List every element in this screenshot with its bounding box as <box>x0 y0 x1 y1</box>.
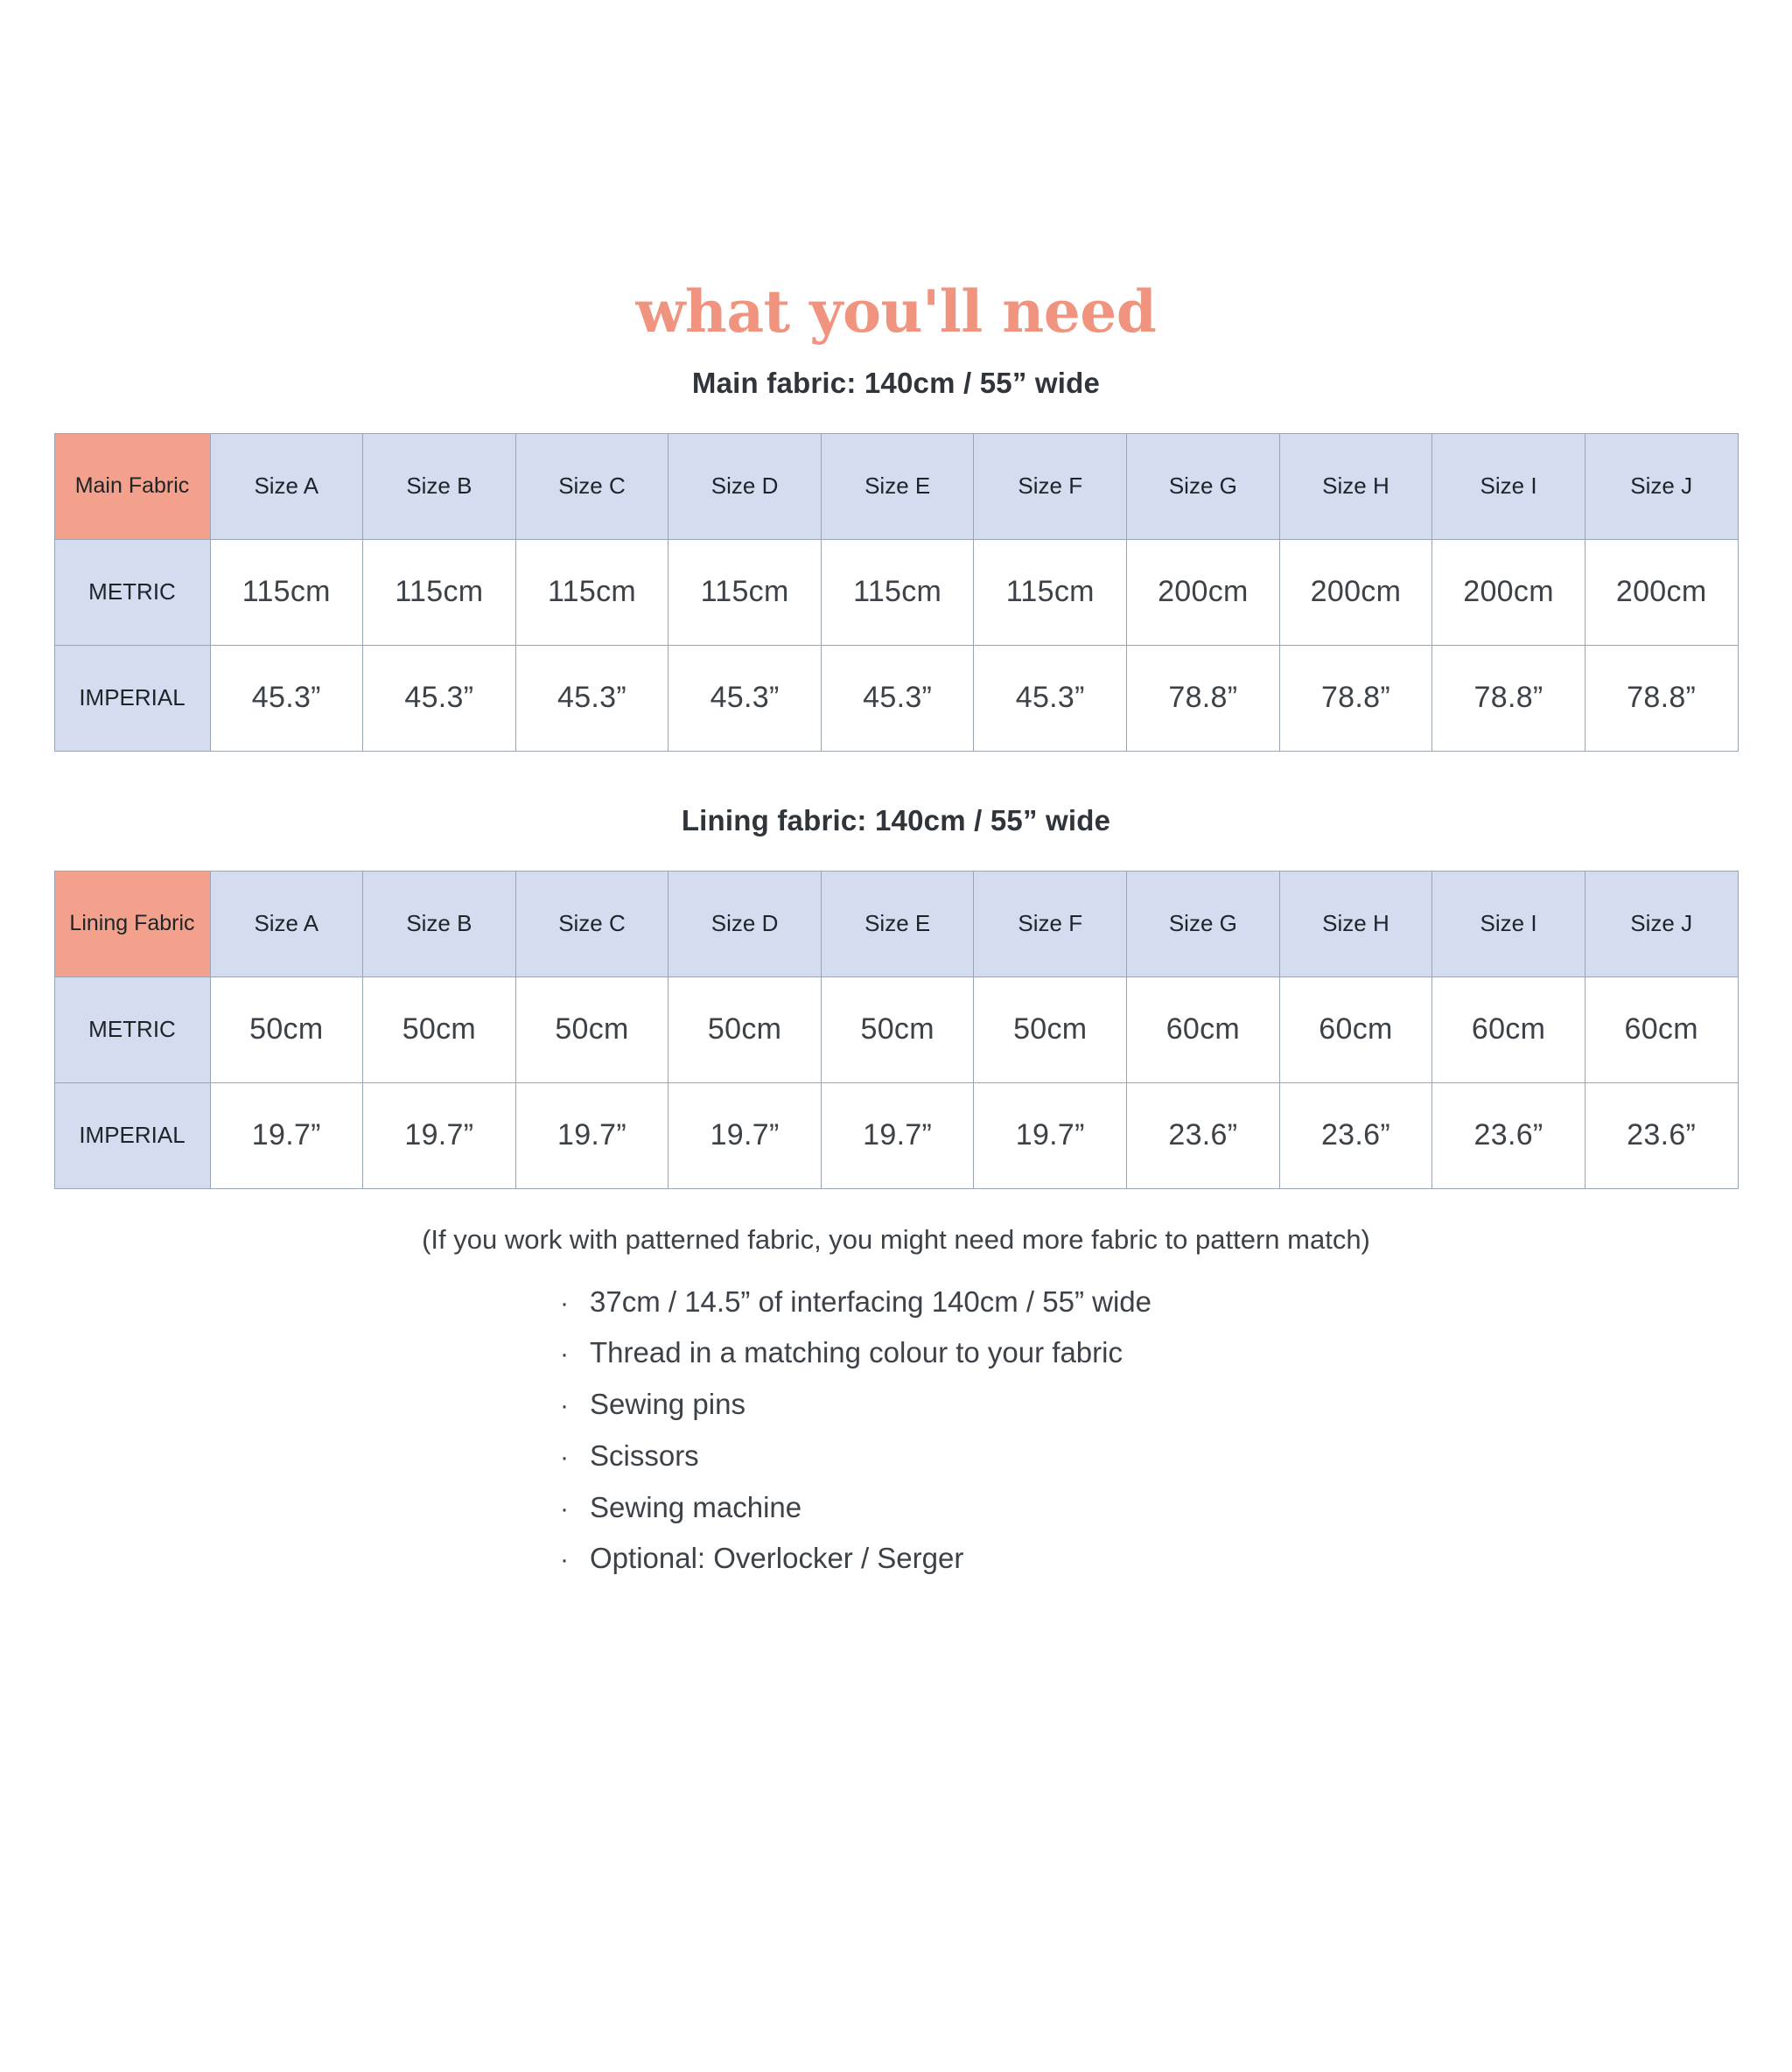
cell-lining-metric-c: 50cm <box>515 976 668 1082</box>
row-header-metric: METRIC <box>54 539 210 645</box>
cell-lining-imperial-j: 23.6” <box>1585 1082 1738 1188</box>
list-item <box>560 1431 1522 1482</box>
column-header-size-c: Size C <box>515 871 668 976</box>
cell-main-imperial-h: 78.8” <box>1279 645 1432 751</box>
column-header-size-d: Size D <box>668 871 822 976</box>
column-header-size-a: Size A <box>210 433 363 539</box>
cell-main-metric-c: 115cm <box>515 539 668 645</box>
cell-lining-metric-b: 50cm <box>363 976 516 1082</box>
bullet-marker-icon: · <box>560 1442 569 1472</box>
column-header-size-i: Size I <box>1432 433 1586 539</box>
cell-lining-metric-d: 50cm <box>668 976 822 1082</box>
cell-lining-metric-i: 60cm <box>1432 976 1586 1082</box>
cell-lining-imperial-c: 19.7” <box>515 1082 668 1188</box>
column-header-size-c: Size C <box>515 433 668 539</box>
column-header-size-b: Size B <box>363 433 516 539</box>
cell-main-metric-e: 115cm <box>821 539 974 645</box>
pattern-match-note: (If you work with patterned fabric, you might need more fabric to pattern match) <box>422 1223 1370 1255</box>
list-item-label: Optional: Overlocker / Serger <box>590 1542 964 1575</box>
cell-main-imperial-a: 45.3” <box>210 645 363 751</box>
cell-main-imperial-b: 45.3” <box>363 645 516 751</box>
column-header-size-f: Size F <box>974 871 1127 976</box>
column-header-size-h: Size H <box>1279 871 1432 976</box>
lining-fabric-table-wrap <box>54 871 1739 1189</box>
list-item <box>560 1327 1522 1379</box>
list-item <box>560 1482 1522 1534</box>
list-item-label: Sewing pins <box>590 1388 746 1421</box>
column-header-size-d: Size D <box>668 433 822 539</box>
column-header-size-h: Size H <box>1279 433 1432 539</box>
column-header-size-e: Size E <box>821 433 974 539</box>
cell-main-metric-g: 200cm <box>1127 539 1280 645</box>
table-row <box>54 539 1738 645</box>
cell-main-metric-i: 200cm <box>1432 539 1586 645</box>
cell-lining-metric-j: 60cm <box>1585 976 1738 1082</box>
column-header-size-e: Size E <box>821 871 974 976</box>
cell-main-metric-d: 115cm <box>668 539 822 645</box>
list-item <box>560 1379 1522 1431</box>
cell-main-imperial-i: 78.8” <box>1432 645 1586 751</box>
main-fabric-corner-label: Main Fabric <box>54 433 210 539</box>
list-item <box>560 1533 1522 1585</box>
column-header-size-f: Size F <box>974 433 1127 539</box>
main-fabric-table-wrap <box>54 433 1739 752</box>
lining-fabric-table <box>54 871 1739 1189</box>
cell-main-metric-b: 115cm <box>363 539 516 645</box>
cell-main-metric-f: 115cm <box>974 539 1127 645</box>
table-header-row <box>54 433 1738 539</box>
bullet-marker-icon: · <box>560 1391 569 1421</box>
cell-lining-imperial-a: 19.7” <box>210 1082 363 1188</box>
cell-lining-imperial-d: 19.7” <box>668 1082 822 1188</box>
column-header-size-j: Size J <box>1585 433 1738 539</box>
row-header-metric: METRIC <box>54 976 210 1082</box>
cell-lining-imperial-h: 23.6” <box>1279 1082 1432 1188</box>
cell-main-metric-j: 200cm <box>1585 539 1738 645</box>
list-item-label: 37cm / 14.5” of interfacing 140cm / 55” wide <box>590 1284 1152 1318</box>
bullet-marker-icon: · <box>560 1545 569 1575</box>
cell-lining-imperial-f: 19.7” <box>974 1082 1127 1188</box>
cell-lining-imperial-e: 19.7” <box>821 1082 974 1188</box>
cell-lining-metric-g: 60cm <box>1127 976 1280 1082</box>
list-item <box>560 1277 1522 1328</box>
cell-main-imperial-e: 45.3” <box>821 645 974 751</box>
bullet-marker-icon: · <box>560 1288 569 1318</box>
list-item-label: Scissors <box>590 1438 699 1472</box>
cell-main-metric-a: 115cm <box>210 539 363 645</box>
row-header-imperial: IMPERIAL <box>54 1082 210 1188</box>
table-row <box>54 1082 1738 1188</box>
column-header-size-b: Size B <box>363 871 516 976</box>
lining-fabric-corner-label: Lining Fabric <box>54 871 210 976</box>
table-row <box>54 976 1738 1082</box>
supplies-list <box>560 1277 1522 1585</box>
cell-lining-imperial-b: 19.7” <box>363 1082 516 1188</box>
cell-main-imperial-g: 78.8” <box>1127 645 1280 751</box>
row-header-imperial: IMPERIAL <box>54 645 210 751</box>
column-header-size-g: Size G <box>1127 433 1280 539</box>
cell-lining-imperial-i: 23.6” <box>1432 1082 1586 1188</box>
bullet-marker-icon: · <box>560 1494 569 1523</box>
cell-lining-metric-h: 60cm <box>1279 976 1432 1082</box>
cell-lining-metric-e: 50cm <box>821 976 974 1082</box>
cell-main-metric-h: 200cm <box>1279 539 1432 645</box>
table-header-row <box>54 871 1738 976</box>
cell-lining-metric-a: 50cm <box>210 976 363 1082</box>
cell-lining-imperial-g: 23.6” <box>1127 1082 1280 1188</box>
cell-lining-metric-f: 50cm <box>974 976 1127 1082</box>
column-header-size-i: Size I <box>1432 871 1586 976</box>
lining-fabric-subtitle: Lining fabric: 140cm / 55” wide <box>681 803 1111 836</box>
column-header-size-j: Size J <box>1585 871 1738 976</box>
main-fabric-table <box>54 433 1739 752</box>
table-row <box>54 645 1738 751</box>
bullet-marker-icon: · <box>560 1340 569 1369</box>
list-item-label: Thread in a matching colour to your fabric <box>590 1336 1123 1369</box>
cell-main-imperial-j: 78.8” <box>1585 645 1738 751</box>
page-root <box>0 277 1792 2072</box>
cell-main-imperial-d: 45.3” <box>668 645 822 751</box>
list-item-label: Sewing machine <box>590 1490 802 1523</box>
page-title: what you'll need <box>635 277 1157 346</box>
column-header-size-a: Size A <box>210 871 363 976</box>
column-header-size-g: Size G <box>1127 871 1280 976</box>
main-fabric-subtitle: Main fabric: 140cm / 55” wide <box>691 366 1101 399</box>
cell-main-imperial-f: 45.3” <box>974 645 1127 751</box>
cell-main-imperial-c: 45.3” <box>515 645 668 751</box>
